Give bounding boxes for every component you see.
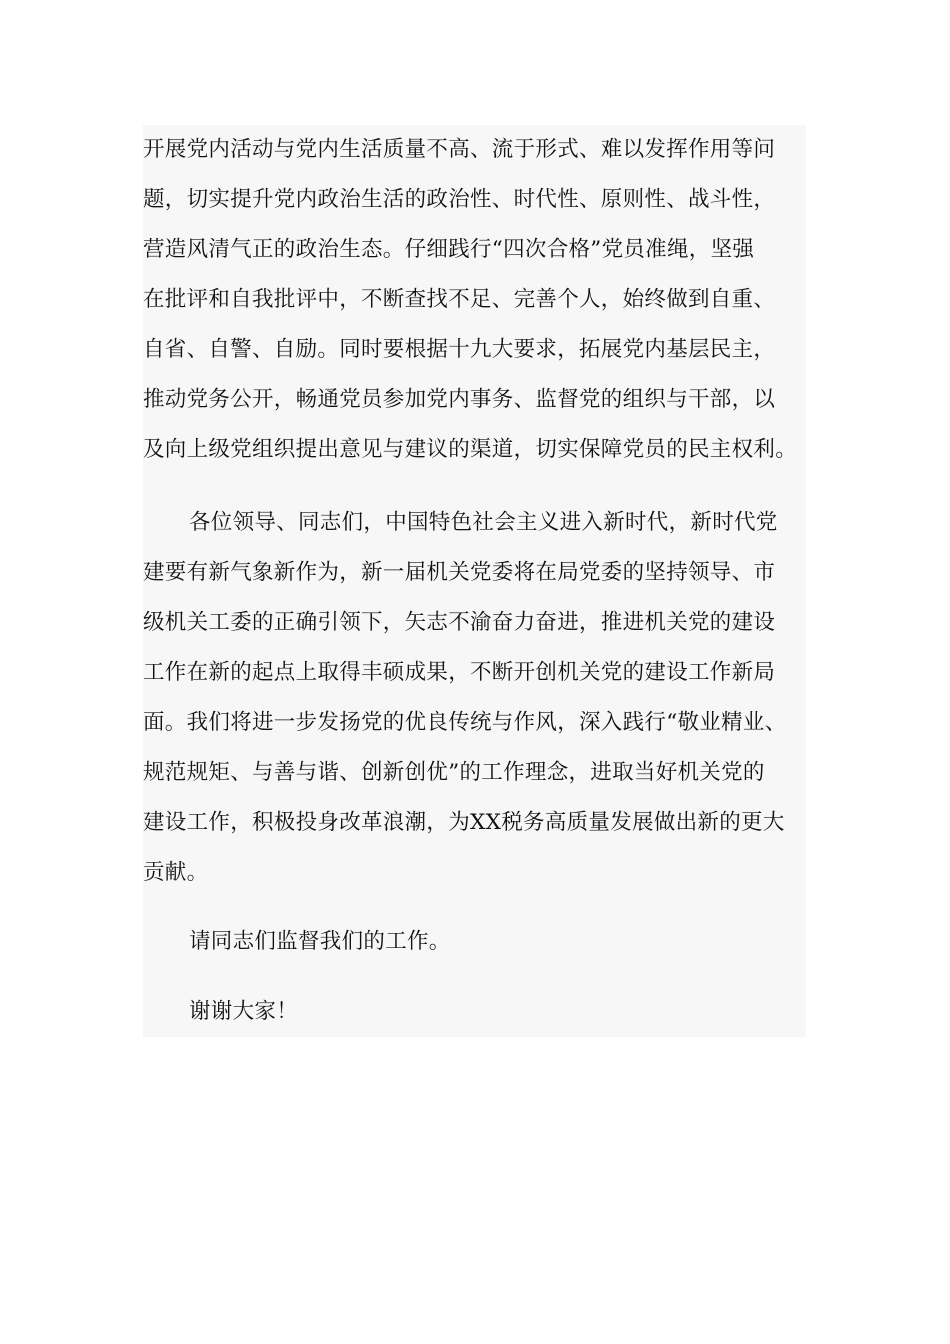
paragraph-thanks [143, 987, 806, 1037]
text-line: 在批评和自我批评中，不断查找不足、完善个人，始终做到自重、 [143, 287, 776, 312]
text-line: 开展党内活动与党内生活质量不高、流于形式、难以发挥作用等问 [143, 137, 776, 162]
text-line: 请同志们监督我们的工作。 [189, 929, 451, 954]
text-line: 推动党务公开，畅通党员参加党内事务、监督党的组织与干部，以 [143, 387, 776, 412]
paragraph-new-era [143, 498, 806, 898]
text-line: 面。我们将进一步发扬党的优良传统与作风，深入践行“敬业精业、 [143, 710, 787, 735]
document-body [143, 125, 806, 1037]
text-line: 营造风清气正的政治生态。仔细践行“四次合格”党员准绳，坚强 [143, 237, 755, 262]
paragraph-party-life [143, 125, 806, 475]
text-line: 贡献。 [143, 860, 209, 885]
text-line: 自省、自警、自励。同时要根据十九大要求，拓展党内基层民主， [143, 337, 776, 362]
text-line: 各位领导、同志们，中国特色社会主义进入新时代，新时代党 [189, 510, 778, 535]
text-line: 规范规矩、与善与谐、创新创优”的工作理念，进取当好机关党的 [143, 760, 765, 785]
text-line: 级机关工委的正确引领下，矢志不渝奋力奋进，推进机关党的建设 [143, 610, 776, 635]
paragraph-supervision [143, 917, 806, 967]
text-line: 题，切实提升党内政治生活的政治性、时代性、原则性、战斗性， [143, 187, 776, 212]
text-line: 及向上级党组织提出意见与建议的渠道，切实保障党员的民主权利。 [143, 437, 798, 462]
text-line: 建要有新气象新作为，新一届机关党委将在局党委的坚持领导、市 [143, 560, 776, 585]
text-line: 工作在新的起点上取得丰硕成果，不断开创机关党的建设工作新局 [143, 660, 776, 685]
text-line: 谢谢大家！ [189, 999, 299, 1024]
text-line: 建设工作，积极投身改革浪潮，为XX税务高质量发展做出新的更大 [143, 810, 785, 835]
